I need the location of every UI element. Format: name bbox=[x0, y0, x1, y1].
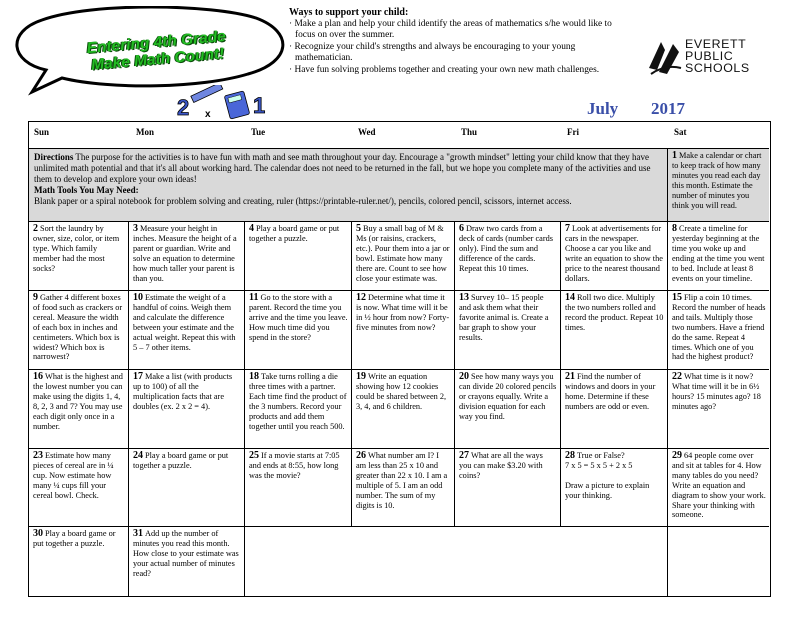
svg-text:x: x bbox=[205, 109, 211, 120]
day-cell-18 bbox=[245, 370, 351, 448]
calendar-grid bbox=[28, 121, 771, 597]
day-cell-5 bbox=[352, 222, 454, 290]
directions-box bbox=[29, 149, 667, 221]
day-number: 3 bbox=[133, 223, 138, 234]
year-label: 2017 bbox=[651, 99, 685, 118]
day-number: 28 bbox=[565, 450, 575, 461]
day-activity: Play a board game or put together a puzzle. bbox=[133, 451, 229, 470]
day-activity: Create a timeline for yesterday beginning at the time you woke up and ending at the time you went to bed. Include at least 8 events on your timeline. bbox=[672, 224, 765, 283]
day-activity: See how many ways you can divide 20 colored pencils or crayons equally. Write a division equation for each way you find. bbox=[459, 372, 557, 421]
day-activity: Determine what time it is now. What time will it be in ½ hour from now? Forty-five minutes from now? bbox=[356, 293, 450, 332]
day-cell-16 bbox=[29, 370, 128, 448]
day-number: 16 bbox=[33, 371, 43, 382]
logo-text: EVERETT PUBLIC SCHOOLS bbox=[685, 37, 750, 75]
day-cell-31 bbox=[129, 527, 244, 597]
day-cell-20 bbox=[455, 370, 560, 448]
day-cell-26 bbox=[352, 449, 454, 526]
day-number: 21 bbox=[565, 371, 575, 382]
day-number: 20 bbox=[459, 371, 469, 382]
day-activity: Flip a coin 10 times. Record the number of heads and tails. Multiply those two numbers. Have a friend do the same. Repeat 4 times. Which one of you had the highest product? bbox=[672, 293, 766, 362]
day-cell-21 bbox=[561, 370, 667, 448]
day-number: 31 bbox=[133, 528, 143, 539]
day-activity: Roll two dice. Multiply the two numbers rolled and record the product. Repeat 10 times. bbox=[565, 293, 664, 332]
tools-label: Math Tools You May Need: bbox=[34, 185, 139, 196]
day-number: 24 bbox=[133, 450, 143, 461]
day-cell-11 bbox=[245, 291, 351, 369]
day-activity: Make a list (with products up to 100) of all the multiplication facts that are doubles (ex. 2 x 2 = 4). bbox=[133, 372, 233, 411]
day-activity: Survey 10– 15 people and ask them what their favorite animal is. Create a bar graph to show your results. bbox=[459, 293, 549, 342]
day-cell-30 bbox=[29, 527, 128, 597]
svg-text:2: 2 bbox=[177, 95, 190, 120]
day-activity: Take turns rolling a die three times with a partner. Each time find the product of the 3 numbers. Record your products and add them together until you reach 500. bbox=[249, 372, 347, 431]
day-activity: Draw two cards from a deck of cards (number cards only). Find the sum and difference of the cards. Repeat this 10 times. bbox=[459, 224, 553, 273]
day-cell-12 bbox=[352, 291, 454, 369]
logo-mark-icon bbox=[647, 38, 683, 78]
day-activity: Estimate how many pieces of cereal are in ¼ cup. Now estimate how many ¼ cups fill your cereal bowl. Check. bbox=[33, 451, 114, 500]
svg-text:1: 1 bbox=[253, 93, 266, 118]
day-cell-23 bbox=[29, 449, 128, 526]
day-number: 25 bbox=[249, 450, 259, 461]
day-cell-25 bbox=[245, 449, 351, 526]
day-cell-15 bbox=[668, 291, 769, 369]
day-number: 27 bbox=[459, 450, 469, 461]
day-cell-28 bbox=[561, 449, 667, 526]
day-activity: What are all the ways you can make $3.20 with coins? bbox=[459, 451, 543, 480]
day-cell-4 bbox=[245, 222, 351, 290]
day-cell-8 bbox=[668, 222, 769, 290]
day-number: 29 bbox=[672, 450, 682, 461]
day-cell-1 bbox=[668, 149, 769, 221]
ways-to-support bbox=[289, 7, 624, 76]
day-number: 11 bbox=[249, 292, 259, 303]
day-number: 5 bbox=[356, 223, 361, 234]
day-activity: Go to the store with a parent. Record the time you arrive and the time you leave. How much time did you spend in the store? bbox=[249, 293, 348, 342]
directions-text: The purpose for the activities is to have fun with math and see math throughout your day. Encourage a "growth mindset" letting your child know that they have unlimited math potential and that it's all about working hard. The calendar does not need to be returned in the fall, but we hope you complete many of the activities and use them to develop and explore your own ideas! bbox=[34, 152, 651, 185]
ways-item: · Recognize your child's strengths and always be encouraging to your young mathematician. bbox=[289, 42, 624, 65]
ways-title: Ways to support your child: bbox=[289, 7, 409, 18]
day-activity: What is the highest and the lowest number you can make using the digits 1, 4, 8, 2, 3 and 7? You may use each digit only once in a number. bbox=[33, 372, 123, 431]
day-number: 17 bbox=[133, 371, 143, 382]
day-cell-14 bbox=[561, 291, 667, 369]
day-cell-3 bbox=[129, 222, 244, 290]
day-activity: Estimate the weight of a handful of coins. Weigh them and calculate the difference between your estimate and the actual weight. Repeat this with 5 – 7 other items. bbox=[133, 293, 236, 352]
day-number: 7 bbox=[565, 223, 570, 234]
day-cell-22 bbox=[668, 370, 769, 448]
day-number: 10 bbox=[133, 292, 143, 303]
day-number: 1 bbox=[672, 150, 677, 161]
day-cell-2 bbox=[29, 222, 128, 290]
day-activity: Play a board game or put together a puzzle. bbox=[33, 529, 116, 548]
day-activity: Gather 4 different boxes of food such as crackers or cereal. Measure the width of each box in inches and centimeters. Which box is widest? Which box is narrowest? bbox=[33, 293, 123, 362]
day-activity: Measure your height in inches. Measure the height of a parent or guardian. Write and solve an equation to determine how much taller your parent is than you. bbox=[133, 224, 237, 283]
day-number: 9 bbox=[33, 292, 38, 303]
day-cell-24 bbox=[129, 449, 244, 526]
day-number: 13 bbox=[459, 292, 469, 303]
weekday-sat: Sat bbox=[674, 127, 687, 137]
day-number: 2 bbox=[33, 223, 38, 234]
weekday-mon: Mon bbox=[136, 127, 154, 137]
day-number: 18 bbox=[249, 371, 259, 382]
weekday-sun: Sun bbox=[34, 127, 50, 137]
day-activity: Buy a small bag of M & Ms (or raisins, crackers, etc.). Pour them into a jar or bowl. Estimate how many there are. Count to see how close your estimate was. bbox=[356, 224, 450, 283]
day-number: 30 bbox=[33, 528, 43, 539]
ways-item: · Have fun solving problems together and creating your own new math challenges. bbox=[289, 65, 624, 77]
day-number: 15 bbox=[672, 292, 682, 303]
day-cell-9 bbox=[29, 291, 128, 369]
weekday-fri: Fri bbox=[567, 127, 579, 137]
day-number: 12 bbox=[356, 292, 366, 303]
day-activity: Sort the laundry by owner, size, color, or item type. Which family member had the most socks? bbox=[33, 224, 120, 273]
day-number: 23 bbox=[33, 450, 43, 461]
day-activity: Find the number of windows and doors in your home. Determine if these numbers are odd or even. bbox=[565, 372, 656, 411]
day-activity: If a movie starts at 7:05 and ends at 8:55, how long was the movie? bbox=[249, 451, 340, 480]
school-logo bbox=[647, 38, 767, 78]
month-label: July bbox=[587, 99, 619, 118]
banner-title: Entering 4th Grade Make Math Count! bbox=[86, 27, 227, 74]
day-activity: Look at advertisements for cars in the newspaper. Choose a car you like and write an equation to show the price to the nearest thousand dollars. bbox=[565, 224, 663, 283]
day-number: 6 bbox=[459, 223, 464, 234]
weekday-tue: Tue bbox=[251, 127, 266, 137]
math-clipart-icon bbox=[175, 85, 275, 121]
day-number: 19 bbox=[356, 371, 366, 382]
day-activity: True or False? 7 x 5 = 5 x 5 + 2 x 5 Draw a picture to explain your thinking. bbox=[565, 451, 650, 500]
day-cell-29 bbox=[668, 449, 769, 526]
day-activity: 64 people come over and sit at tables for 4. How many tables do you need? Write an equation and diagram to show your work. Share your thinking with someone. bbox=[672, 451, 766, 520]
day-cell-19 bbox=[352, 370, 454, 448]
day-number: 26 bbox=[356, 450, 366, 461]
day-activity: What time is it now? What time will it be in 6½ hours? 15 minutes ago? 18 minutes ago? bbox=[672, 372, 761, 411]
day-activity: Write an equation showing how 12 cookies could be shared between 2, 3, 4, and 6 children. bbox=[356, 372, 447, 411]
day-number: 4 bbox=[249, 223, 254, 234]
tools-text: Blank paper or a spiral notebook for problem solving and creating, ruler (https://printable-ruler.net/), pencils, colored pencil, scissors, internet access. bbox=[34, 196, 572, 207]
day-activity: Make a calendar or chart to keep track of how many minutes you read each day this month. Estimate the number of minutes you think you will read. bbox=[672, 151, 762, 210]
day-activity: Add up the number of minutes you read this month. How close to your estimate was your actual number of minutes read? bbox=[133, 529, 239, 578]
day-cell-27 bbox=[455, 449, 560, 526]
day-activity: Play a board game or put together a puzzle. bbox=[249, 224, 340, 243]
day-cell-13 bbox=[455, 291, 560, 369]
day-activity: What number am I? I am less than 25 x 10 and greater than 22 x 10. I am a multiple of 5. I am an odd number. The sum of my digits is 10. bbox=[356, 451, 448, 510]
ways-list bbox=[289, 19, 624, 77]
day-number: 14 bbox=[565, 292, 575, 303]
day-cell-7 bbox=[561, 222, 667, 290]
weekday-thu: Thu bbox=[461, 127, 478, 137]
directions-label: Directions bbox=[34, 152, 74, 162]
day-cell-6 bbox=[455, 222, 560, 290]
day-number: 22 bbox=[672, 371, 682, 382]
day-number: 8 bbox=[672, 223, 677, 234]
ways-item: · Make a plan and help your child identify the areas of mathematics s/he would like to focus on over the summer. bbox=[289, 19, 624, 42]
day-cell-10 bbox=[129, 291, 244, 369]
weekday-wed: Wed bbox=[358, 127, 376, 137]
day-cell-17 bbox=[129, 370, 244, 448]
